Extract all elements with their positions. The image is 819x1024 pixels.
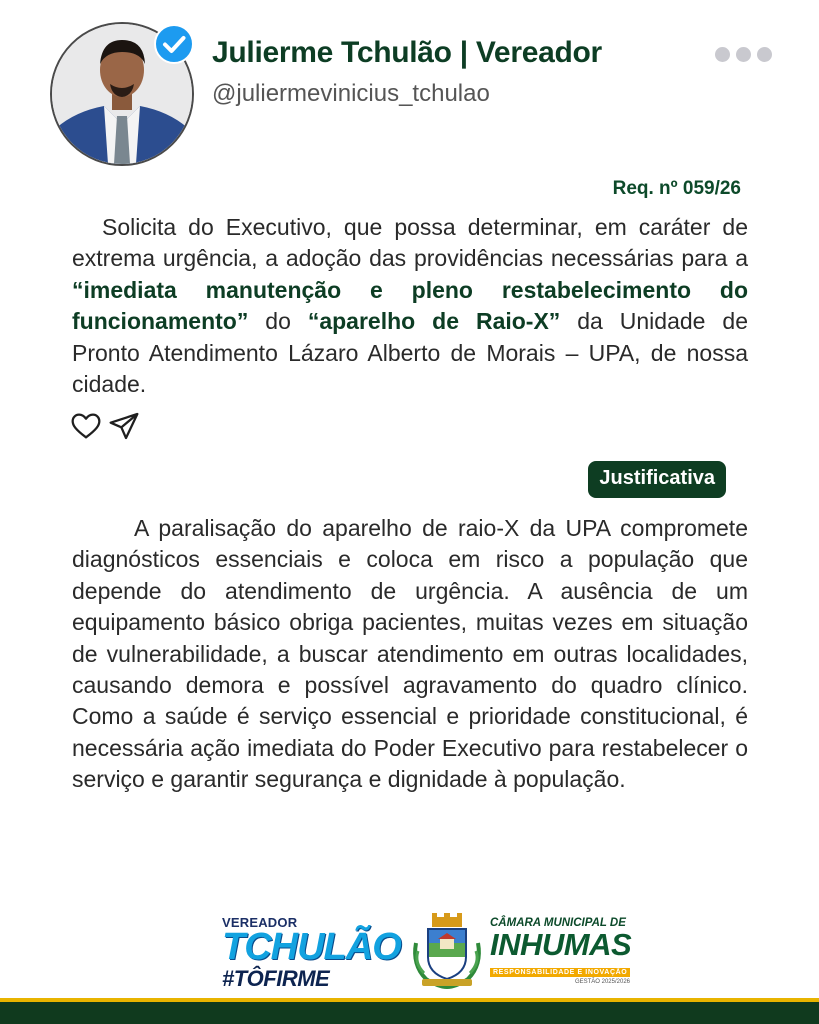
- vereador-logo: [222, 915, 402, 992]
- municipal-crest-icon: [408, 913, 486, 991]
- verified-badge-icon: [154, 24, 194, 64]
- request-text: [72, 212, 748, 400]
- post-actions: [70, 410, 140, 442]
- post-header: [50, 22, 780, 167]
- camara-name: INHUMAS: [490, 927, 632, 962]
- footer-green-stripe: [0, 1002, 819, 1024]
- request-number: Req. nº 059/26: [612, 178, 741, 199]
- request-text-part: Solicita do Executivo, que possa determinar, em caráter de extrema urgência, a adoção das providências necessárias para a: [72, 214, 748, 272]
- footer: [0, 905, 819, 1000]
- camara-logo: [490, 917, 635, 985]
- profile-name[interactable]: Julierme Tchulão | Vereador: [212, 36, 602, 69]
- request-text-part: da Unidade de Pronto Atendimento Lázaro Alberto de Morais – UPA, de nossa cidade.: [72, 308, 748, 398]
- dot: [715, 47, 730, 62]
- camara-gestao: GESTÃO 2025/2026: [574, 979, 630, 985]
- camara-slogan: RESPONSABILIDADE E INOVAÇÃO: [490, 968, 630, 977]
- more-options-icon[interactable]: [715, 47, 772, 62]
- camara-subtitle: CÂMARA MUNICIPAL DE: [490, 917, 626, 929]
- request-highlight: “aparelho de Raio-X”: [307, 308, 561, 335]
- request-highlight: “imediata manutenção e pleno restabelecimento do funcionamento”: [72, 276, 748, 335]
- send-icon[interactable]: [108, 410, 140, 442]
- heart-icon[interactable]: [70, 410, 102, 442]
- brand-hashtag: #TÔFIRME: [222, 966, 330, 991]
- profile-handle[interactable]: @juliermevinicius_tchulao: [212, 80, 490, 107]
- justification-badge: Justificativa: [588, 461, 726, 498]
- dot: [736, 47, 751, 62]
- brand-name: TCHULÃO: [222, 926, 401, 968]
- justification-text: A paralisação do aparelho de raio-X da UPA compromete diagnósticos essenciais e coloca em risco a população que depende do atendimento de urgência. A ausência de um equipamento básico obriga pacientes, muitas vezes em situação de vulnerabilidade, a buscar atendimento em outras localidades, causando demora e possível agravamento do quadro clínico. Como a saúde é serviço essencial e prioridade constitucional, é necessária ação imediata do Poder Executivo para restabelecer o serviço e garantir segurança e dignidade à população.: [72, 515, 748, 793]
- brand-subtitle: VEREADOR: [222, 915, 298, 930]
- dot: [757, 47, 772, 62]
- request-text-part: do: [248, 308, 308, 335]
